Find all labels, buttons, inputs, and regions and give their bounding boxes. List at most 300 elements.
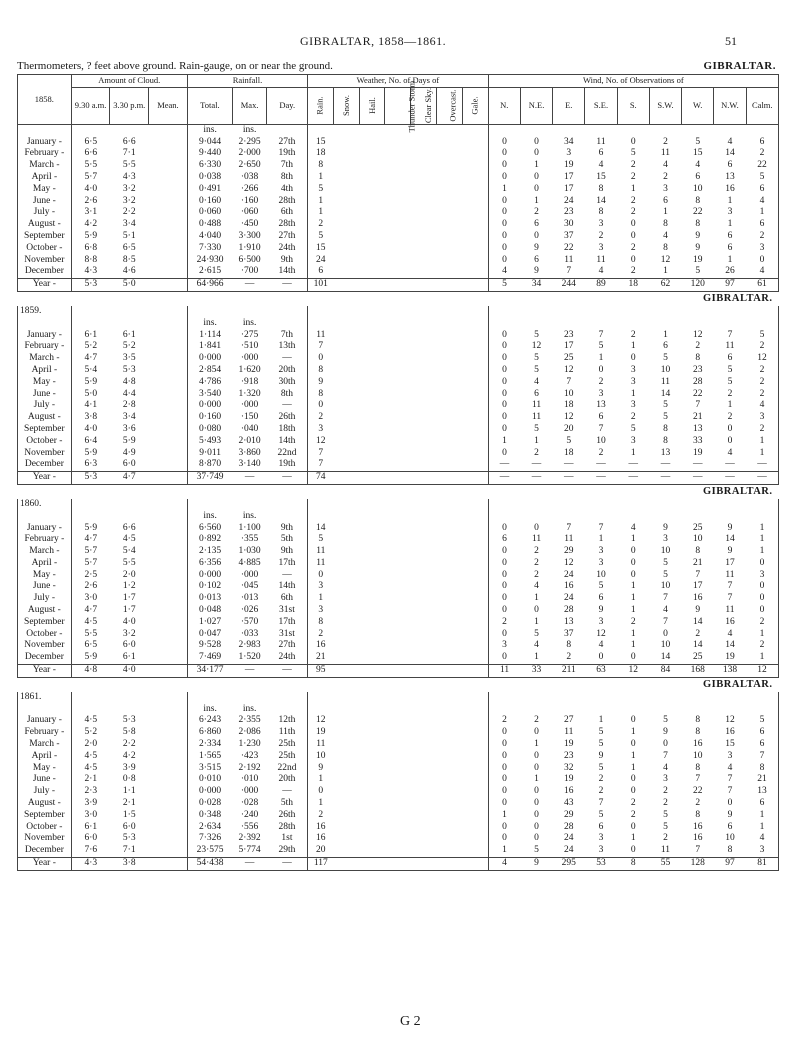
data-cell: 2·6 (84, 195, 98, 206)
data-cell (437, 436, 463, 448)
data-cell (149, 448, 188, 460)
data-cell (437, 448, 463, 460)
blank-cell (232, 306, 266, 318)
total-cell (437, 472, 463, 485)
total-cell: 4 (488, 858, 520, 871)
total-cell: 34·177 (187, 665, 232, 678)
data-cell: 1 (746, 436, 778, 448)
data-cell: 8 (663, 242, 668, 253)
data-cell (462, 751, 488, 763)
units-row (18, 511, 779, 523)
data-cell: 0 (630, 652, 636, 663)
blank-cell (682, 704, 714, 716)
total-cell (385, 858, 411, 871)
blank-cell (71, 318, 110, 330)
blank-cell (411, 704, 437, 716)
data-cell (437, 231, 463, 243)
data-cell (359, 243, 385, 255)
blank-cell (617, 704, 649, 716)
data-cell: 4·7 (84, 605, 98, 616)
data-cell (333, 640, 359, 652)
total-cell (149, 472, 188, 485)
month-label: February - (18, 341, 72, 353)
data-cell: 9·528 (199, 640, 222, 651)
month-label: March - (18, 739, 72, 751)
data-cell: 10 (692, 534, 703, 545)
data-cell: 28th (267, 822, 308, 834)
data-cell: 0 (502, 652, 507, 663)
total-cell (385, 472, 411, 485)
data-cell: ·028 (240, 798, 259, 809)
data-cell (462, 266, 488, 278)
month-label: March - (18, 353, 72, 365)
data-cell (437, 810, 463, 822)
data-cell: 3 (727, 207, 733, 218)
data-cell (411, 353, 437, 365)
month-label: January - (18, 715, 72, 727)
blank-cell (333, 124, 359, 136)
subtitle-text: Thermometers, ? feet above ground. Rain-gauge, on or near the ground. (17, 60, 333, 72)
data-cell: 0 (534, 183, 539, 194)
data-cell (437, 546, 463, 558)
data-cell (149, 629, 188, 641)
data-cell: 8 (598, 207, 604, 218)
data-cell: 30 (564, 219, 574, 230)
data-cell (437, 255, 463, 267)
data-cell: 24 (316, 254, 326, 265)
data-cell: 37 (564, 230, 574, 241)
data-cell: — (725, 459, 735, 470)
data-cell (462, 231, 488, 243)
data-cell (333, 196, 359, 208)
data-cell: 4·5 (84, 762, 98, 773)
data-cell (333, 160, 359, 172)
data-cell: 17th (267, 617, 308, 629)
data-cell: 7 (663, 616, 668, 627)
data-cell: 2·2 (122, 739, 136, 750)
data-cell: 9 (318, 376, 324, 387)
col-calm: Calm. (746, 87, 778, 124)
data-cell: 10 (316, 750, 326, 761)
blank-cell (149, 306, 188, 318)
col-n: N. (488, 87, 520, 124)
data-cell: 2 (663, 833, 668, 844)
blank-cell (553, 499, 585, 511)
total-cell: 61 (746, 279, 778, 292)
data-cell (149, 400, 188, 412)
total-cell: 3·8 (110, 858, 149, 871)
data-cell: 7 (695, 774, 701, 785)
data-cell: 0 (502, 171, 507, 182)
data-cell: 9th (267, 546, 308, 558)
data-cell: 4 (534, 581, 539, 592)
data-cell: 5·5 (84, 160, 98, 171)
data-cell: 0·000 (199, 786, 222, 797)
data-cell: 1 (630, 750, 636, 761)
data-cell: 8th (267, 172, 308, 184)
blank-cell (714, 692, 746, 704)
blank-cell (187, 692, 232, 704)
data-cell (462, 640, 488, 652)
data-cell: 16 (564, 581, 574, 592)
month-label: October - (18, 243, 72, 255)
data-cell: 5 (663, 569, 668, 580)
data-cell: 4 (663, 160, 668, 171)
data-cell: 9 (727, 546, 733, 557)
data-cell: 3 (318, 605, 324, 616)
total-cell: — (232, 858, 266, 871)
data-cell (462, 353, 488, 365)
data-cell: 15 (316, 242, 326, 253)
data-cell (149, 652, 188, 664)
data-cell: 1 (746, 810, 778, 822)
data-cell: 5·2 (122, 341, 136, 352)
data-cell: 3·2 (122, 195, 136, 206)
total-cell: 84 (649, 665, 681, 678)
data-cell (462, 341, 488, 353)
data-cell: 7 (695, 845, 701, 856)
data-cell: 7 (727, 329, 733, 340)
data-cell (385, 412, 411, 424)
data-cell: 18th (267, 424, 308, 436)
data-cell: 7 (566, 266, 572, 277)
data-cell (411, 727, 437, 739)
blank-cell (359, 124, 385, 136)
data-cell: 6·500 (238, 254, 261, 265)
blank-cell (682, 692, 714, 704)
total-cell: 12 (617, 665, 649, 678)
data-cell (411, 558, 437, 570)
data-cell: 20th (267, 365, 308, 377)
data-cell (385, 822, 411, 834)
data-cell: 6 (727, 353, 733, 364)
data-cell: 8 (318, 364, 324, 375)
data-cell: 10 (596, 435, 606, 446)
data-cell (333, 715, 359, 727)
data-cell: 0 (630, 821, 636, 832)
data-cell: 23 (564, 750, 574, 761)
data-cell: 2 (534, 546, 539, 557)
table-row (18, 172, 779, 184)
data-cell: 2·1 (84, 774, 98, 785)
data-cell: — (564, 459, 574, 470)
data-cell (411, 833, 437, 845)
data-cell: 4·0 (122, 616, 136, 627)
year-column-header: 1858. (18, 75, 72, 125)
table-row (18, 330, 779, 342)
data-cell (437, 593, 463, 605)
col-hail: Hail. (359, 87, 385, 124)
data-cell: 0·028 (199, 798, 222, 809)
data-cell: 15 (316, 136, 326, 147)
data-cell (149, 605, 188, 617)
data-cell: 12 (725, 715, 735, 726)
data-cell: 18 (564, 447, 574, 458)
blank-cell (462, 499, 488, 511)
data-cell: 2·355 (238, 715, 261, 726)
data-cell: 14 (725, 640, 735, 651)
data-cell (385, 546, 411, 558)
data-cell: 1 (534, 774, 539, 785)
data-cell (359, 810, 385, 822)
blank-cell (553, 511, 585, 523)
data-cell (462, 219, 488, 231)
total-cell: 5 (488, 279, 520, 292)
data-cell (359, 652, 385, 664)
data-cell (385, 763, 411, 775)
data-cell: 1 (502, 435, 507, 446)
blank-cell (462, 704, 488, 716)
data-cell: 2 (746, 640, 778, 652)
data-cell (462, 436, 488, 448)
data-cell (437, 365, 463, 377)
data-cell (411, 640, 437, 652)
data-cell: 5·9 (84, 447, 98, 458)
data-cell (462, 786, 488, 798)
data-cell: 2·000 (238, 148, 261, 159)
total-cell: — (617, 472, 649, 485)
data-cell: 9 (598, 750, 604, 761)
data-cell: 0 (630, 353, 636, 364)
data-cell: 6 (746, 219, 778, 231)
data-cell: 5 (663, 821, 668, 832)
data-cell: 4·5 (84, 750, 98, 761)
total-cell (359, 665, 385, 678)
data-cell: 4 (746, 400, 778, 412)
data-cell: 7th (267, 160, 308, 172)
data-cell: 9th (267, 255, 308, 267)
data-cell: 4·786 (199, 376, 222, 387)
data-cell: ·275 (240, 329, 259, 340)
data-cell: 5 (663, 412, 668, 423)
blank-cell (359, 511, 385, 523)
data-cell (333, 137, 359, 149)
data-cell (437, 605, 463, 617)
data-cell: ·266 (240, 183, 259, 194)
data-cell (149, 219, 188, 231)
data-cell (149, 389, 188, 401)
blank-cell (385, 692, 411, 704)
data-cell: 2 (598, 786, 604, 797)
blank-cell (585, 124, 617, 136)
data-cell: 10 (725, 833, 735, 844)
data-cell (411, 629, 437, 641)
data-cell (149, 196, 188, 208)
data-cell: 6th (267, 207, 308, 219)
data-cell (385, 207, 411, 219)
total-cell: 81 (746, 858, 778, 871)
data-cell (333, 581, 359, 593)
total-cell: 4·0 (110, 665, 149, 678)
data-cell (411, 763, 437, 775)
data-cell (462, 459, 488, 471)
data-cell (437, 219, 463, 231)
data-cell: 13 (660, 447, 671, 458)
data-cell: 24th (267, 652, 308, 664)
total-cell (359, 858, 385, 871)
data-cell: 8 (566, 640, 572, 651)
units-label: ins. (242, 124, 257, 135)
data-cell: 1 (663, 329, 668, 340)
data-cell: 34 (564, 136, 574, 147)
data-cell (385, 629, 411, 641)
data-cell: 0 (663, 739, 668, 750)
blank-cell (553, 692, 585, 704)
data-cell: ·160 (240, 195, 259, 206)
data-cell (333, 255, 359, 267)
blank-cell (714, 511, 746, 523)
data-cell (462, 424, 488, 436)
data-cell: 23 (564, 207, 574, 218)
data-cell (385, 436, 411, 448)
data-cell (149, 581, 188, 593)
data-cell: 2 (630, 616, 636, 627)
weather-group-header: Weather, No. of Days of (308, 75, 489, 88)
data-cell: 5 (727, 376, 733, 387)
data-cell (385, 172, 411, 184)
data-cell (359, 148, 385, 160)
data-cell (359, 341, 385, 353)
data-cell: 5 (566, 435, 572, 446)
data-cell: 3 (318, 581, 324, 592)
month-label: October - (18, 629, 72, 641)
data-cell: 0 (502, 605, 507, 616)
data-cell (411, 148, 437, 160)
data-cell: 5·1 (122, 230, 136, 241)
month-label: July - (18, 593, 72, 605)
data-cell: 0 (502, 581, 507, 592)
data-cell: 8 (727, 845, 733, 856)
data-cell (149, 160, 188, 172)
data-cell: 17 (564, 171, 574, 182)
data-cell: 5·2 (84, 727, 98, 738)
data-cell (359, 845, 385, 857)
data-cell (359, 255, 385, 267)
data-cell: 4 (727, 136, 733, 147)
data-cell (333, 219, 359, 231)
data-cell: 19 (564, 774, 574, 785)
subtitle-place: GIBRALTAR. (703, 60, 776, 72)
data-cell (462, 148, 488, 160)
data-cell: 2 (630, 266, 636, 277)
month-label: May - (18, 184, 72, 196)
blank-cell (333, 318, 359, 330)
data-cell: 4·5 (84, 616, 98, 627)
data-cell (149, 353, 188, 365)
total-cell: — (232, 472, 266, 485)
blank-cell (385, 704, 411, 716)
data-cell: 16 (316, 640, 326, 651)
data-cell (333, 400, 359, 412)
data-cell (437, 377, 463, 389)
data-cell: 4·5 (122, 534, 136, 545)
blank-cell (462, 124, 488, 136)
blank-cell (488, 704, 520, 716)
data-cell: 2 (727, 412, 733, 423)
data-cell: 4·4 (122, 388, 136, 399)
data-cell (333, 558, 359, 570)
data-cell: 2 (630, 195, 636, 206)
data-cell: 15 (725, 739, 735, 750)
data-cell: 5·9 (84, 230, 98, 241)
data-cell: 1 (534, 652, 539, 663)
table-row (18, 523, 779, 535)
blank-cell (462, 306, 488, 318)
table-row (18, 798, 779, 810)
data-cell (437, 617, 463, 629)
data-cell: ·000 (240, 786, 259, 797)
data-cell: 0 (630, 546, 636, 557)
blank-cell (617, 124, 649, 136)
data-cell: 0 (630, 845, 636, 856)
data-cell (462, 845, 488, 857)
data-cell: 2 (566, 652, 572, 663)
data-cell (359, 160, 385, 172)
data-cell (385, 774, 411, 786)
data-cell: 43 (564, 798, 574, 809)
total-cell: 33 (520, 665, 552, 678)
data-cell: 1 (746, 207, 778, 219)
data-cell: 0 (502, 376, 507, 387)
data-cell: 27th (267, 231, 308, 243)
data-cell (359, 763, 385, 775)
year-total-row (18, 279, 779, 292)
data-cell (411, 739, 437, 751)
blank-cell (714, 124, 746, 136)
data-cell: 1 (534, 195, 539, 206)
table-row (18, 137, 779, 149)
data-cell: 11 (564, 727, 574, 738)
data-cell: 14 (660, 388, 671, 399)
data-cell: 3·6 (122, 423, 136, 434)
blank-cell (682, 306, 714, 318)
data-cell: — (660, 459, 671, 470)
table-row (18, 593, 779, 605)
year-total-row (18, 472, 779, 485)
data-cell: 0 (534, 148, 539, 159)
blank-cell (71, 692, 110, 704)
data-cell: 8 (663, 423, 668, 434)
blank-cell (187, 306, 232, 318)
data-cell: 6·330 (199, 160, 222, 171)
data-cell: 10 (596, 569, 606, 580)
blank-cell (617, 511, 649, 523)
total-cell (462, 665, 488, 678)
data-cell (437, 330, 463, 342)
data-cell: 11 (531, 412, 542, 423)
data-cell: 5 (663, 809, 668, 820)
data-cell: 18 (564, 400, 574, 411)
data-cell: 3 (663, 183, 668, 194)
data-cell (149, 523, 188, 535)
data-cell: 5 (318, 183, 324, 194)
data-cell (385, 219, 411, 231)
units-label: ins. (242, 703, 257, 714)
table-row (18, 459, 779, 471)
data-cell (385, 739, 411, 751)
data-cell (359, 640, 385, 652)
data-cell: 0 (502, 195, 507, 206)
data-cell: 0 (534, 727, 539, 738)
data-cell: 7·6 (84, 845, 98, 856)
data-cell: 33 (692, 435, 703, 446)
data-cell (333, 652, 359, 664)
month-label: February - (18, 727, 72, 739)
data-cell (359, 534, 385, 546)
data-cell (462, 172, 488, 184)
data-cell: 3 (598, 388, 604, 399)
data-cell: 24 (564, 845, 574, 856)
